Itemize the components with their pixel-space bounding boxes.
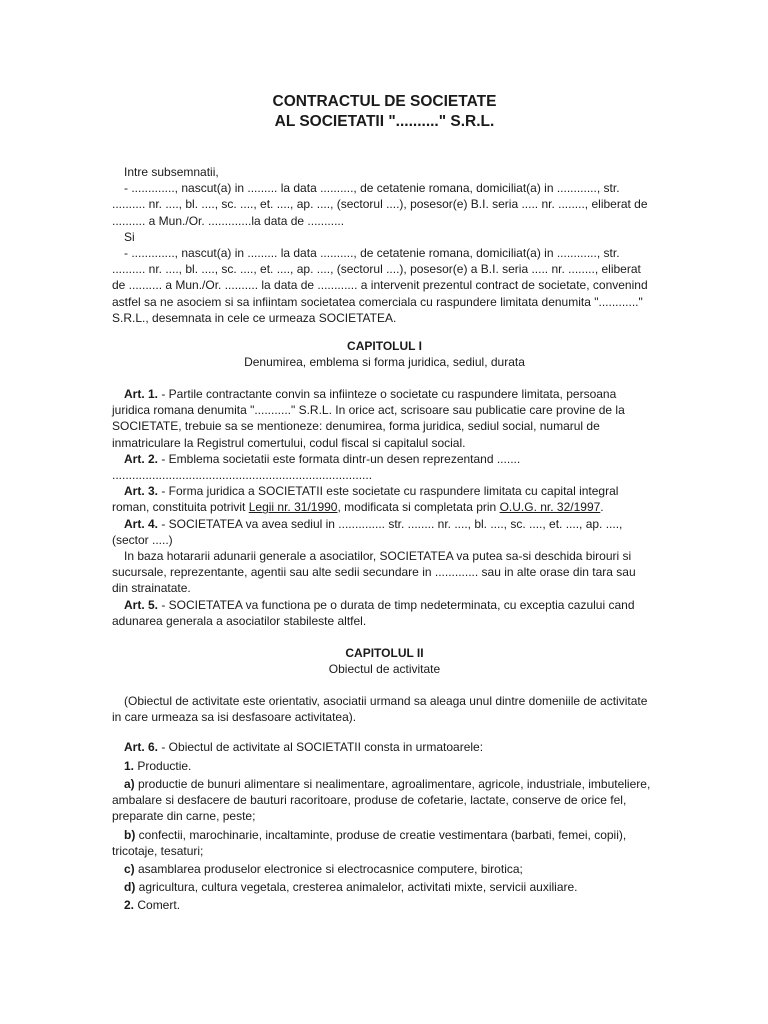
item-c-label: c) <box>124 861 135 876</box>
chapter-1-title: CAPITOLUL I <box>347 339 422 354</box>
chapter-2-note: (Obiectul de activitate este orientativ, asociatii urmand sa aleaga unul dintre domeniile de activitate in care urmeaza sa isi desfasoare activitatea). <box>112 694 648 725</box>
oug-32-1997-link[interactable]: O.U.G. nr. 32/1997 <box>499 500 601 515</box>
document-title-line1: CONTRACTUL DE SOCIETATE <box>272 93 497 110</box>
chapter-1-subtitle: Denumirea, emblema si forma juridica, sediul, durata <box>244 355 525 370</box>
article-6-text: - Obiectul de activitate al SOCIETATII consta in urmatoarele: <box>158 740 484 755</box>
document-title-line2: AL SOCIETATII ".........." S.R.L. <box>274 113 495 130</box>
item-1 <box>112 758 652 774</box>
article-6 <box>112 739 652 755</box>
chapter-2-subtitle: Obiectul de activitate <box>328 662 441 677</box>
article-3 <box>112 483 652 515</box>
item-a-text: productie de bunuri alimentare si nealimentare, agroalimentare, agricole, industriale, imbuteliere, ambalare si desfacere de bauturi racoritoare, produse de cofetarie, lactate, conserve de orice fel, preparate din carne, peste; <box>112 776 651 824</box>
item-1-label: 1. <box>124 758 135 773</box>
article-4 <box>112 516 652 548</box>
item-b-label: b) <box>124 827 136 842</box>
article-2 <box>112 451 652 483</box>
item-a <box>112 776 652 825</box>
article-1 <box>112 386 652 451</box>
article-2-text: - Emblema societatii este formata dintr-un desen reprezentand ....... .............................................................................. <box>112 451 521 483</box>
item-1-text: Productie. <box>134 758 192 773</box>
article-4-text: - SOCIETATEA va avea sediul in .............. str. ........ nr. ...., bl. ...., sc. ...., et. ...., ap. ...., (sector .....) <box>112 516 623 547</box>
intro-section <box>112 164 768 326</box>
chapter-2-title: CAPITOLUL II <box>345 646 424 661</box>
chapter-2 <box>112 645 768 913</box>
item-d-text: agricultura, cultura vegetala, cresterea animalelor, activitati mixte, servicii auxiliare. <box>135 880 578 895</box>
article-3-text-b: , modificata si completata prin <box>337 500 500 515</box>
item-2-label: 2. <box>124 898 135 913</box>
article-4-paragraph-2: In baza hotararii adunarii generale a asociatilor, SOCIETATEA va putea sa-si deschida birouri si sucursale, reprezentante, agentii sau alte sedii secundare in ............. sau in alte orase din tara sau din strainatate. <box>112 549 636 596</box>
item-2-text: Comert. <box>134 898 181 913</box>
intro-and: Si <box>124 229 135 244</box>
item-d <box>112 879 652 895</box>
article-5-label: Art. 5. <box>124 597 159 612</box>
article-3-label: Art. 3. <box>124 484 159 499</box>
article-2-label: Art. 2. <box>124 451 159 466</box>
article-3-text-a: - Forma juridica a SOCIETATII este societate cu raspundere limitata cu capital integral roman, constituita potrivit <box>112 484 619 515</box>
article-5-text: - SOCIETATEA va functiona pe o durata de timp nedeterminata, cu exceptia cazului cand adunarea generala a asociatilor stabileste altfel. <box>112 597 635 628</box>
article-1-label: Art. 1. <box>124 387 159 402</box>
article-6-label: Art. 6. <box>124 740 159 755</box>
article-4-label: Art. 4. <box>124 516 159 531</box>
item-c <box>112 861 652 877</box>
chapter-1 <box>112 338 768 629</box>
item-b <box>112 827 652 859</box>
intro-opening: Intre subsemnatii, <box>124 165 219 179</box>
article-1-text: - Partile contractante convin sa infiinteze o societate cu raspundere limitata, persoana juridica romana denumita "..........." S.R.L. In orice act, scrisoare sau publicatie care provine de la SOCIETATE, trebuie sa se mentioneze: denumirea, forma juridica, sediul social, numarul de inmatriculare la Registrul comertului, codul fiscal si capitalul social. <box>112 387 625 450</box>
article-3-text-c: . <box>600 500 604 515</box>
law-31-1990-link[interactable]: Legii nr. 31/1990 <box>248 500 338 515</box>
item-c-text: asamblarea produselor electronice si electrocasnice computere, birotica; <box>134 861 523 876</box>
article-5 <box>112 597 652 629</box>
item-d-label: d) <box>124 880 136 895</box>
item-b-text: confectii, marochinarie, incaltaminte, produse de creatie vestimentara (barbati, femei, copii), tricotaje, tesaturi; <box>112 827 627 858</box>
intro-party2: - ............., nascut(a) in ......... la data .........., de cetatenie romana, domiciliat(a) in ............, str. .......... nr. ...., bl. ...., sc. ...., et. ...., ap. ...., (sectorul ....), posesor(e) a B.I. seria ..... nr. ........, eliberat de .......... a Mun./Or. .......... la data de ............ a intervenit prezentul contract de societate, convenind astfel sa ne asociem si sa infiintam societatea comerciala cu raspundere limitata denumita "............" S.R.L., desemnata in cele ce urmeaza SOCIETATEA. <box>112 246 648 325</box>
item-2 <box>112 897 652 913</box>
item-a-label: a) <box>124 776 135 791</box>
intro-party1: - ............., nascut(a) in ......... la data .........., de cetatenie romana, domiciliat(a) in ............, str. .......... nr. ...., bl. ...., sc. ...., et. ...., ap. ...., (sectorul ....), posesor(e) B.I. seria ..... nr. ........, eliberat de .......... a Mun./Or. .............la data de ........... <box>112 181 648 228</box>
